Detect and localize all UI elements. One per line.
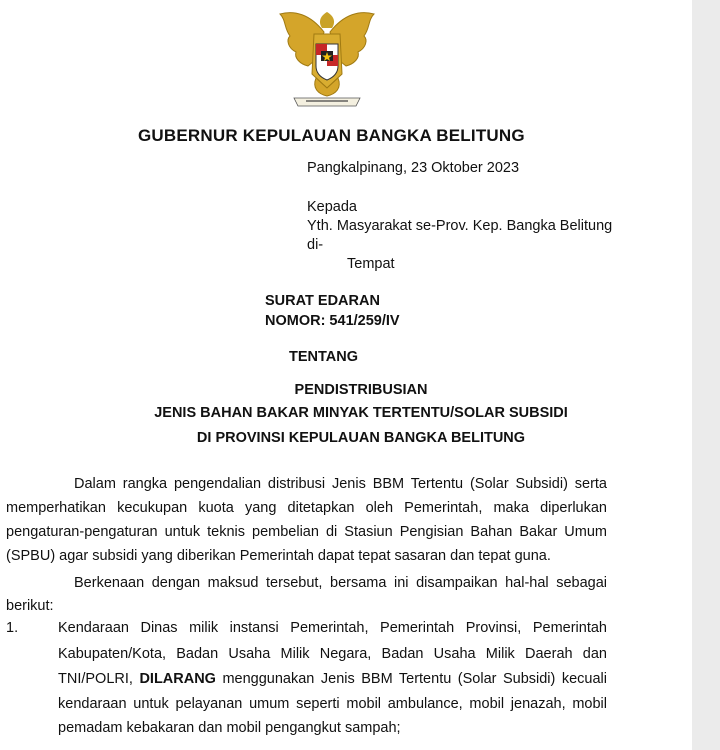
paragraph-1-line-2: memperhatikan kecukupan kuota yang ditetapkan oleh Pemerintah, maka diperlukan — [6, 500, 607, 516]
list-item-1-line-1: Kendaraan Dinas milik instansi Pemerintah, Pemerintah Provinsi, Pemerintah — [58, 620, 607, 636]
paragraph-1-line-3: pengaturan-pengaturan untuk teknis pembelian di Stasiun Pengisian Bahan Bakar Umum — [6, 524, 607, 540]
list-item-1-line-4: kendaraan untuk pelayanan umum seperti mobil ambulance, mobil jenazah, mobil — [58, 696, 607, 712]
list-item-1-line-3 — [58, 671, 607, 687]
recipient-place: Tempat — [347, 256, 395, 272]
list-item-1-line-3-post: menggunakan Jenis BBM Tertentu (Solar Subsidi) kecuali — [215, 671, 607, 687]
recipient-at: di- — [307, 237, 324, 253]
recipient-name: Yth. Masyarakat se-Prov. Kep. Bangka Belitung — [307, 218, 613, 234]
list-item-1-line-3-pre: TNI/POLRI, — [58, 671, 140, 687]
page-margin-background — [692, 0, 720, 750]
list-item-number: 1. — [6, 620, 19, 636]
paragraph-2-line-1: Berkenaan dengan maksud tersebut, bersama ini disampaikan hal-hal sebagai — [74, 575, 607, 591]
recipient-label: Kepada — [307, 199, 357, 215]
garuda-emblem — [272, 8, 382, 112]
paragraph-1-line-1: Dalam rangka pengendalian distribusi Jenis BBM Tertentu (Solar Subsidi) serta — [74, 476, 607, 492]
circular-title: SURAT EDARAN — [265, 293, 380, 309]
circular-number: NOMOR: 541/259/IV — [265, 313, 400, 329]
list-item-1-line-2: Kabupaten/Kota, Badan Usaha Milik Negara, Badan Usaha Milik Daerah dan — [58, 646, 607, 662]
paragraph-1-line-4: (SPBU) agar subsidi yang diberikan Pemerintah dapat tepat sasaran dan tepat guna. — [6, 548, 551, 564]
subject-line-3: DI PROVINSI KEPULAUAN BANGKA BELITUNG — [196, 430, 526, 446]
place-date: Pangkalpinang, 23 Oktober 2023 — [307, 160, 520, 176]
prohibited-keyword: DILARANG — [139, 671, 216, 687]
subject-line-2: JENIS BAHAN BAKAR MINYAK TERTENTU/SOLAR SUBSIDI — [154, 405, 568, 421]
about-label: TENTANG — [289, 349, 359, 365]
subject-line-1: PENDISTRIBUSIAN — [294, 382, 428, 398]
issuer-title: GUBERNUR KEPULAUAN BANGKA BELITUNG — [138, 126, 525, 145]
paragraph-2-line-2: berikut: — [6, 598, 54, 614]
list-item-1-line-5: pemadam kebakaran dan mobil pengangkut sampah; — [58, 720, 401, 736]
